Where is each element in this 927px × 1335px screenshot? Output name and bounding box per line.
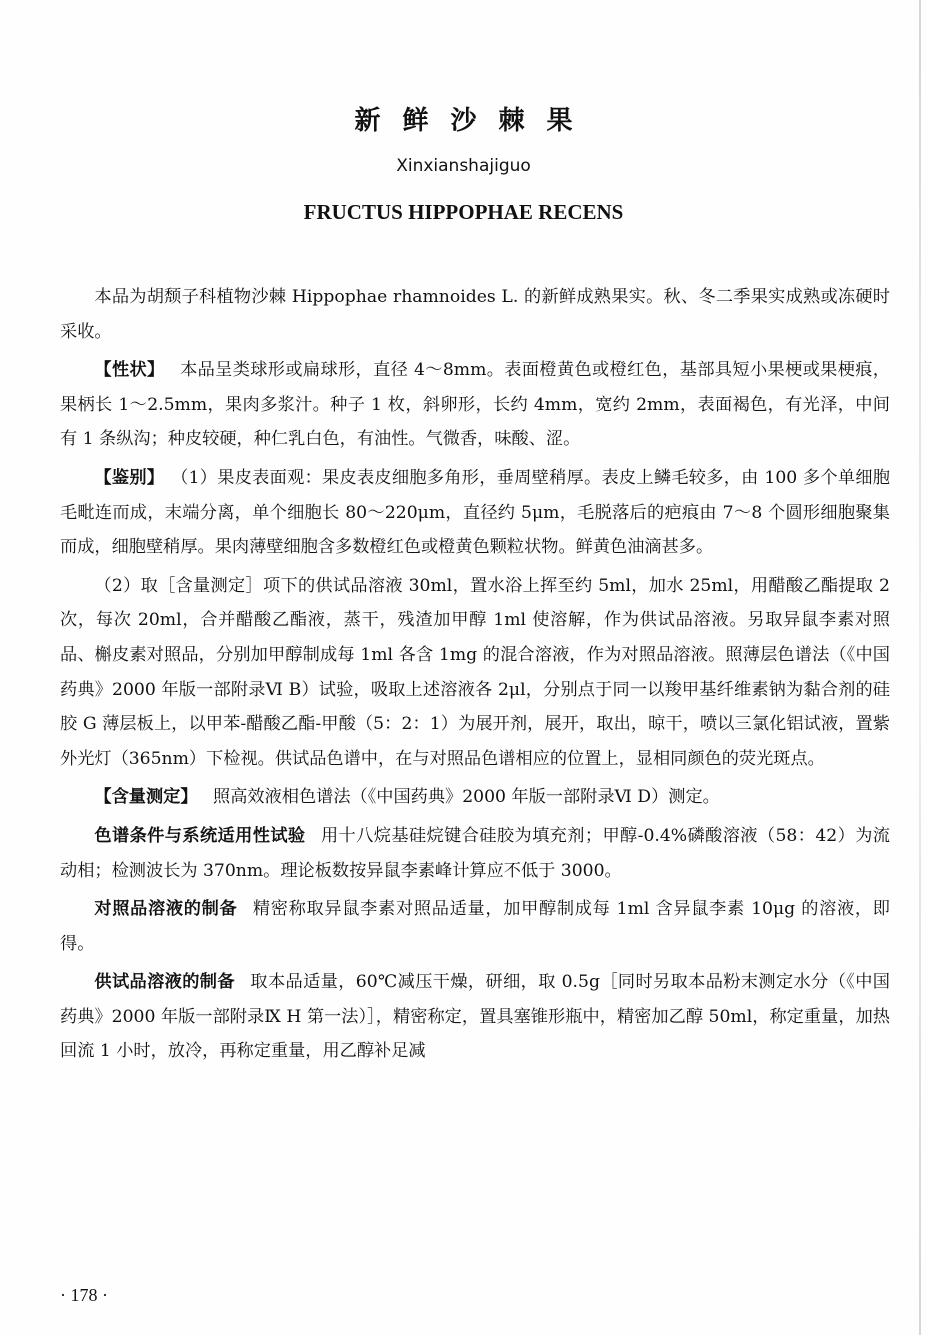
character-text: 本品呈类球形或扁球形，直径 4～8mm。表面橙黄色或橙红色，基部具短小果梗或果梗痕，果柄长 1～2.5mm，果肉多浆汁。种子 1 枚，斜卵形，长约 4mm，宽约 2mm，表面褐色，有光泽，中间有 1 条纵沟；种皮较硬，种仁乳白色，有油性。气微香，味酸、涩。: [60, 360, 890, 450]
assay-heading: 【含量测定】: [94, 787, 198, 808]
title-chinese: 新鲜沙棘果: [354, 106, 595, 136]
chromatography-paragraph: [60, 819, 890, 888]
reference-text: 精密称取异鼠李素对照品适量，加甲醇制成每 1ml 含异鼠李素 10μg 的溶液，即得。: [60, 899, 890, 954]
sample-text: 取本品适量，60℃减压干燥，研细，取 0.5g［同时另取本品粉末测定水分（《中国药典》2000 年版一部附录Ⅸ H 第一法）］，精密称定，置具塞锥形瓶中，精密加乙醇 50ml，称定重量，加热回流 1 小时，放冷，再称定重量，用乙醇补足减: [60, 972, 890, 1062]
identification-paragraph-2: （2）取［含量测定］项下的供试品溶液 30ml，置水浴上挥至约 5ml，加水 25ml，用醋酸乙酯提取 2 次，每次 20ml，合并醋酸乙酯液，蒸干，残渣加甲醇 1ml 使溶解，作为供试品溶液。另取异鼠李素对照品、槲皮素对照品，分别加甲醇制成每 1ml 各含 1mg 的混合溶液，作为对照品溶液。照薄层色谱法（《中国药典》2000 年版一部附录Ⅵ B）试验，吸取上述溶液各 2μl，分别点于同一以羧甲基纤维素钠为黏合剂的硅胶 G 薄层板上，以甲苯-醋酸乙酯-甲酸（5：2：1）为展开剂，展开，取出，晾干，喷以三氯化铝试液，置紫外光灯（365nm）下检视。供试品色谱中，在与对照品色谱相应的位置上，显相同颜色的荧光斑点。: [60, 575, 890, 769]
intro-paragraph: 本品为胡颓子科植物沙棘 Hippophae rhamnoides L. 的新鲜成熟果实。秋、冬二季果实成熟或冻硬时采收。: [60, 287, 890, 342]
identification-paragraph-1: [60, 461, 890, 565]
identification-heading: 【鉴别】: [94, 467, 165, 488]
sample-paragraph: [60, 965, 890, 1069]
title-latin: FRUCTUS HIPPOPHAE RECENS: [303, 200, 624, 224]
assay-text: 照高效液相色谱法（《中国药典》2000 年版一部附录Ⅵ D）测定。: [213, 787, 720, 808]
reference-heading: 对照品溶液的制备: [94, 899, 238, 920]
reference-paragraph: [60, 892, 890, 961]
page-number: · 178 ·: [60, 1285, 108, 1305]
assay-paragraph: [60, 780, 890, 815]
chromatography-text: 用十八烷基硅烷键合硅胶为填充剂；甲醇-0.4%磷酸溶液（58：42）为流动相；检测波长为 370nm。理论板数按异鼠李素峰计算应不低于 3000。: [60, 825, 890, 881]
body-text: [60, 280, 890, 1069]
sample-heading: 供试品溶液的制备: [94, 972, 235, 993]
identification-text-1: （1）果皮表面观：果皮表皮细胞多角形，垂周壁稍厚。表皮上鳞毛较多，由 100 多个单细胞毛毗连而成，末端分离，单个细胞长 80～220μm，直径约 5μm，毛脱落后的疤痕由 7～8 个圆形细胞聚集而成，细胞壁稍厚。果肉薄壁细胞含多数橙红色或橙黄色颗粒状物。鲜黄色油滴甚多。: [60, 467, 890, 558]
title-pinyin: Xinxianshajiguo: [396, 156, 531, 176]
character-paragraph: [60, 353, 890, 457]
chromatography-heading: 色谱条件与系统适用性试验: [94, 825, 306, 846]
character-heading: 【性状】: [94, 360, 165, 381]
